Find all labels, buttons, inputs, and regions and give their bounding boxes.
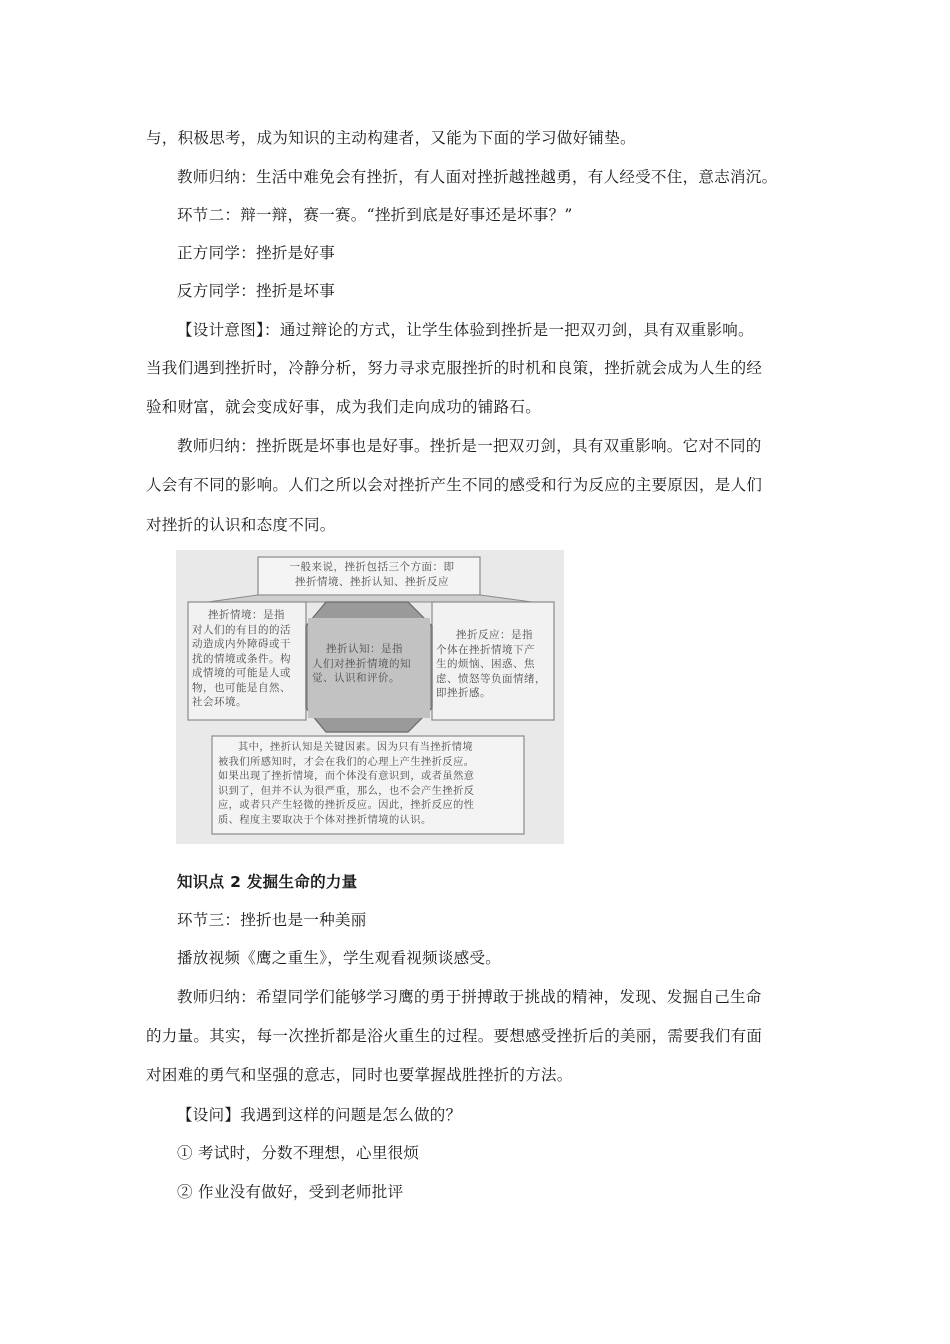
text-line: ② 作业没有做好，受到老师批评: [177, 1183, 404, 1201]
text-line: 当我们遇到挫折时，冷静分析，努力寻求克服挫折的时机和良策，挫折就会成为人生的经: [146, 359, 763, 377]
diagram-text-line: 虑、愤怒等负面情绪，: [436, 672, 546, 685]
text-line: 【设计意图】：通过辩论的方式，让学生体验到挫折是一把双刃剑，具有双重影响。: [177, 321, 754, 339]
text-line: 对困难的勇气和坚强的意志，同时也要掌握战胜挫折的方法。: [146, 1066, 573, 1084]
text-line: 环节二：辩一辩，赛一赛。“挫折到底是好事还是坏事？”: [177, 206, 573, 224]
diagram-text-line: 挫折情境、挫折认知、挫折反应: [295, 575, 449, 588]
diagram-text-line: 动造成内外障碍或干: [192, 638, 291, 650]
text-line: 环节三：挫折也是一种美丽: [177, 911, 367, 929]
diagram-text-line: 如果出现了挫折情境，而个体没有意识到，或者虽然意: [218, 771, 475, 782]
diagram-text-line: 质、程度主要取决于个体对挫折情境的认识。: [218, 814, 432, 826]
diagram-text-line: 一般来说，挫折包括三个方面：即: [289, 561, 455, 573]
diagram-connector: [208, 595, 532, 602]
diagram-text-line: 人们对挫折情境的知: [312, 657, 411, 670]
text-line: 对挫折的认识和态度不同。: [146, 516, 336, 534]
diagram-text-line: 识到了，但并不认为很严重，那么，也不会产生挫折反: [218, 785, 475, 797]
text-line: 教师归纳：生活中难免会有挫折，有人面对挫折越挫越勇，有人经受不住，意志消沉。: [177, 168, 778, 186]
text-line: 验和财富，就会变成好事，成为我们走向成功的铺路石。: [146, 398, 542, 416]
diagram-text-line: 挫折反应：是指: [456, 629, 533, 641]
text-line: 的力量。其实，每一次挫折都是浴火重生的过程。要想感受挫折后的美丽，需要我们有面: [146, 1027, 763, 1045]
text-line: 反方同学：挫折是坏事: [177, 282, 336, 300]
diagram-text-line: 被我们所感知时，才会在我们的心理上产生挫折反应。: [218, 756, 475, 768]
text-line: 人会有不同的影响。人们之所以会对挫折产生不同的感受和行为反应的主要原因，是人们: [146, 476, 763, 494]
diagram-text-line: 成情境的可能是人或: [192, 667, 291, 679]
diagram-text-line: 挫折认知：是指: [326, 643, 403, 655]
text-line: 播放视频《鹰之重生》，学生观看视频谈感受。: [177, 949, 502, 967]
text-line: 教师归纳：挫折既是坏事也是好事。挫折是一把双刃剑，具有双重影响。它对不同的: [177, 437, 762, 455]
diagram-text-line: 扰的情境或条件。构: [192, 652, 291, 665]
diagram-right-text: [436, 628, 554, 701]
diagram-text-line: 物，也可能是自然、: [192, 681, 291, 694]
diagram-left-text: [192, 608, 304, 710]
diagram-text-line: 社会环境。: [192, 696, 247, 708]
diagram-text-line: 其中，挫折认知是关键因素。因为只有当挫折情境: [238, 742, 474, 753]
text-line: 与，积极思考，成为知识的主动构建者，又能为下面的学习做好铺垫。: [146, 129, 636, 147]
text-line: ① 考试时，分数不理想，心里很烦: [177, 1144, 420, 1162]
text-line: 正方同学：挫折是好事: [177, 244, 336, 262]
text-line: 教师归纳：希望同学们能够学习鹰的勇于拼搏敢于挑战的精神，发现、发掘自己生命: [177, 988, 762, 1006]
diagram-text-line: 觉、认识和评价。: [312, 672, 400, 684]
text-line: 【设问】我遇到这样的问题是怎么做的？: [177, 1106, 462, 1124]
diagram-text-line: 个体在挫折情境下产: [436, 643, 535, 656]
diagram-text-line: 生的烦恼、困惑、焦: [436, 658, 535, 670]
diagram-text-line: 对人们的有目的的活: [192, 623, 291, 636]
frustration-diagram: [176, 550, 564, 844]
diagram-bottom-text: [218, 741, 522, 828]
diagram-text-line: 挫折情境：是指: [208, 609, 285, 621]
diagram-text-line: 应，或者只产生轻微的挫折反应。因此，挫折反应的性: [218, 800, 475, 811]
section-heading: 知识点 2 发掘生命的力量: [177, 873, 358, 891]
diagram-center-text: [312, 642, 430, 686]
diagram-text-line: 即挫折感。: [436, 687, 491, 699]
diagram-top-text: [272, 560, 472, 589]
